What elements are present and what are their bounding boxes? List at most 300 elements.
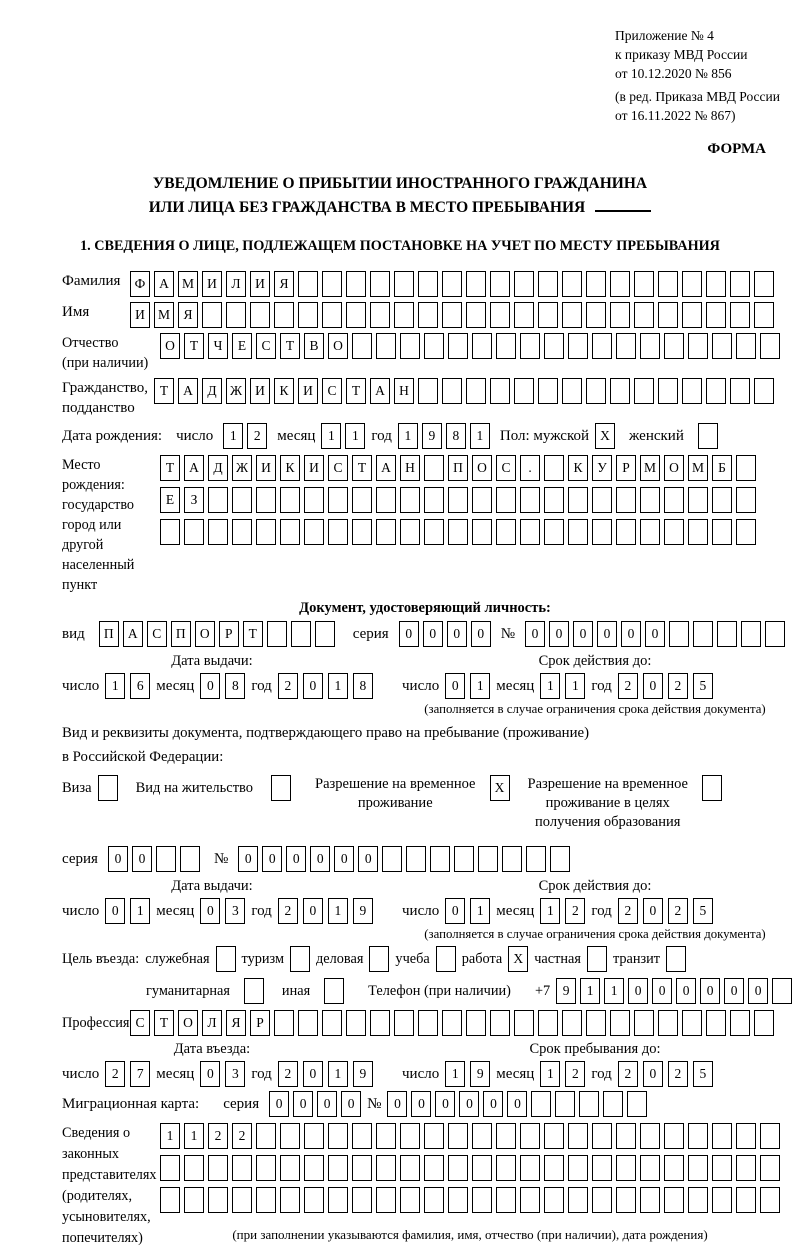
char-cell[interactable] (616, 519, 636, 545)
migration-number-cells[interactable] (387, 1091, 647, 1117)
char-cell[interactable] (658, 271, 678, 297)
char-cell[interactable]: С (256, 333, 276, 359)
char-cell[interactable] (514, 1010, 534, 1036)
char-cell[interactable] (232, 487, 252, 513)
surname-cells[interactable] (130, 271, 774, 297)
char-cell[interactable]: С (130, 1010, 150, 1036)
char-cell[interactable] (712, 487, 732, 513)
char-cell[interactable] (664, 1187, 684, 1213)
char-cell[interactable]: Н (394, 378, 414, 404)
char-cell[interactable] (424, 333, 444, 359)
char-cell[interactable] (706, 271, 726, 297)
char-cell[interactable] (304, 1155, 324, 1181)
char-cell[interactable]: 0 (200, 898, 220, 924)
doc-valid-day-cells[interactable] (445, 673, 490, 699)
char-cell[interactable] (610, 271, 630, 297)
char-cell[interactable] (274, 302, 294, 328)
char-cell[interactable] (280, 1155, 300, 1181)
migration-series-cells[interactable] (269, 1091, 361, 1117)
char-cell[interactable] (754, 378, 774, 404)
char-cell[interactable] (754, 302, 774, 328)
temp-residence-checkbox[interactable]: X (490, 775, 510, 801)
char-cell[interactable] (688, 1123, 708, 1149)
char-cell[interactable] (208, 1155, 228, 1181)
doc-number-cells[interactable] (525, 621, 785, 647)
char-cell[interactable] (640, 1123, 660, 1149)
char-cell[interactable] (352, 1187, 372, 1213)
char-cell[interactable]: 0 (700, 978, 720, 1004)
char-cell[interactable]: 0 (334, 846, 354, 872)
char-cell[interactable]: 2 (247, 423, 267, 449)
char-cell[interactable] (322, 1010, 342, 1036)
char-cell[interactable] (520, 333, 540, 359)
char-cell[interactable] (627, 1091, 647, 1117)
char-cell[interactable]: 1 (223, 423, 243, 449)
char-cell[interactable] (304, 1187, 324, 1213)
char-cell[interactable]: О (178, 1010, 198, 1036)
given-name-cells[interactable] (130, 302, 774, 328)
char-cell[interactable]: Т (280, 333, 300, 359)
char-cell[interactable]: С (328, 455, 348, 481)
char-cell[interactable]: А (370, 378, 390, 404)
char-cell[interactable] (736, 519, 756, 545)
char-cell[interactable]: А (184, 455, 204, 481)
char-cell[interactable]: Р (616, 455, 636, 481)
residence-issue-day-cells[interactable] (105, 898, 150, 924)
char-cell[interactable]: 0 (447, 621, 467, 647)
char-cell[interactable] (664, 487, 684, 513)
char-cell[interactable]: И (250, 378, 270, 404)
char-cell[interactable] (424, 487, 444, 513)
char-cell[interactable] (603, 1091, 623, 1117)
char-cell[interactable] (352, 1123, 372, 1149)
char-cell[interactable] (610, 1010, 630, 1036)
char-cell[interactable] (712, 1155, 732, 1181)
char-cell[interactable]: 1 (470, 673, 490, 699)
char-cell[interactable] (280, 487, 300, 513)
char-cell[interactable] (208, 519, 228, 545)
residence-valid-year-cells[interactable] (618, 898, 713, 924)
char-cell[interactable]: М (178, 271, 198, 297)
char-cell[interactable] (717, 621, 737, 647)
char-cell[interactable] (568, 1187, 588, 1213)
char-cell[interactable]: Е (232, 333, 252, 359)
char-cell[interactable]: К (280, 455, 300, 481)
char-cell[interactable] (352, 519, 372, 545)
char-cell[interactable] (688, 1187, 708, 1213)
char-cell[interactable] (448, 1187, 468, 1213)
char-cell[interactable] (634, 378, 654, 404)
entry-day-cells[interactable] (105, 1061, 150, 1087)
char-cell[interactable] (544, 1187, 564, 1213)
char-cell[interactable]: Е (160, 487, 180, 513)
char-cell[interactable]: Я (226, 1010, 246, 1036)
char-cell[interactable] (400, 519, 420, 545)
char-cell[interactable]: С (147, 621, 167, 647)
char-cell[interactable] (730, 378, 750, 404)
char-cell[interactable]: 2 (232, 1123, 252, 1149)
char-cell[interactable] (706, 1010, 726, 1036)
char-cell[interactable] (579, 1091, 599, 1117)
char-cell[interactable]: И (202, 271, 222, 297)
char-cell[interactable] (472, 519, 492, 545)
temp-residence-education-checkbox[interactable] (702, 775, 722, 801)
char-cell[interactable] (400, 1187, 420, 1213)
char-cell[interactable] (160, 1155, 180, 1181)
char-cell[interactable] (400, 333, 420, 359)
char-cell[interactable]: 2 (278, 898, 298, 924)
char-cell[interactable] (424, 519, 444, 545)
char-cell[interactable]: П (99, 621, 119, 647)
char-cell[interactable] (315, 621, 335, 647)
char-cell[interactable] (616, 487, 636, 513)
stay-year-cells[interactable] (618, 1061, 713, 1087)
char-cell[interactable] (712, 519, 732, 545)
char-cell[interactable] (226, 302, 246, 328)
doc-valid-month-cells[interactable] (540, 673, 585, 699)
char-cell[interactable]: 1 (604, 978, 624, 1004)
doc-issue-month-cells[interactable] (200, 673, 245, 699)
char-cell[interactable]: 9 (470, 1061, 490, 1087)
char-cell[interactable]: 2 (668, 898, 688, 924)
char-cell[interactable]: 9 (556, 978, 576, 1004)
char-cell[interactable]: Т (346, 378, 366, 404)
char-cell[interactable] (586, 378, 606, 404)
char-cell[interactable]: Ж (232, 455, 252, 481)
char-cell[interactable] (376, 487, 396, 513)
char-cell[interactable]: 0 (445, 898, 465, 924)
char-cell[interactable] (466, 1010, 486, 1036)
char-cell[interactable] (682, 1010, 702, 1036)
char-cell[interactable] (256, 1187, 276, 1213)
char-cell[interactable] (496, 519, 516, 545)
char-cell[interactable]: М (640, 455, 660, 481)
char-cell[interactable] (514, 378, 534, 404)
char-cell[interactable]: П (171, 621, 191, 647)
char-cell[interactable]: А (123, 621, 143, 647)
char-cell[interactable]: 0 (724, 978, 744, 1004)
char-cell[interactable] (400, 487, 420, 513)
char-cell[interactable] (736, 333, 756, 359)
char-cell[interactable] (712, 1123, 732, 1149)
char-cell[interactable]: 0 (573, 621, 593, 647)
char-cell[interactable]: И (130, 302, 150, 328)
char-cell[interactable] (772, 978, 792, 1004)
char-cell[interactable] (592, 333, 612, 359)
char-cell[interactable] (760, 1155, 780, 1181)
char-cell[interactable]: 0 (507, 1091, 527, 1117)
char-cell[interactable]: 1 (445, 1061, 465, 1087)
char-cell[interactable] (658, 1010, 678, 1036)
phone-cells[interactable] (556, 978, 792, 1004)
purpose-study-checkbox[interactable] (436, 946, 456, 972)
char-cell[interactable]: 2 (278, 673, 298, 699)
char-cell[interactable] (555, 1091, 575, 1117)
char-cell[interactable]: 0 (262, 846, 282, 872)
entry-year-cells[interactable] (278, 1061, 373, 1087)
char-cell[interactable]: 0 (459, 1091, 479, 1117)
char-cell[interactable]: 0 (303, 898, 323, 924)
char-cell[interactable] (502, 846, 522, 872)
char-cell[interactable] (346, 1010, 366, 1036)
doc-issue-year-cells[interactable] (278, 673, 373, 699)
char-cell[interactable]: 0 (105, 898, 125, 924)
char-cell[interactable] (472, 487, 492, 513)
char-cell[interactable] (424, 1187, 444, 1213)
char-cell[interactable] (280, 519, 300, 545)
char-cell[interactable]: Т (160, 455, 180, 481)
char-cell[interactable] (634, 302, 654, 328)
char-cell[interactable]: 0 (435, 1091, 455, 1117)
char-cell[interactable] (472, 333, 492, 359)
char-cell[interactable] (664, 333, 684, 359)
char-cell[interactable]: 0 (652, 978, 672, 1004)
char-cell[interactable]: 0 (238, 846, 258, 872)
char-cell[interactable]: 0 (310, 846, 330, 872)
char-cell[interactable]: 0 (628, 978, 648, 1004)
char-cell[interactable] (736, 455, 756, 481)
char-cell[interactable]: 0 (303, 1061, 323, 1087)
char-cell[interactable] (496, 1187, 516, 1213)
char-cell[interactable] (730, 302, 750, 328)
char-cell[interactable] (531, 1091, 551, 1117)
char-cell[interactable]: Н (400, 455, 420, 481)
birth-month-cells[interactable] (321, 423, 365, 449)
char-cell[interactable]: С (496, 455, 516, 481)
char-cell[interactable] (490, 1010, 510, 1036)
char-cell[interactable] (328, 487, 348, 513)
char-cell[interactable]: Ф (130, 271, 150, 297)
char-cell[interactable] (544, 1123, 564, 1149)
char-cell[interactable] (180, 846, 200, 872)
char-cell[interactable] (568, 487, 588, 513)
char-cell[interactable] (328, 1155, 348, 1181)
char-cell[interactable]: О (195, 621, 215, 647)
char-cell[interactable] (586, 271, 606, 297)
char-cell[interactable]: 2 (278, 1061, 298, 1087)
char-cell[interactable] (520, 1187, 540, 1213)
char-cell[interactable] (640, 1155, 660, 1181)
char-cell[interactable]: Т (243, 621, 263, 647)
char-cell[interactable] (538, 1010, 558, 1036)
char-cell[interactable] (346, 302, 366, 328)
char-cell[interactable] (520, 1123, 540, 1149)
char-cell[interactable] (418, 1010, 438, 1036)
char-cell[interactable] (664, 1155, 684, 1181)
char-cell[interactable] (256, 1123, 276, 1149)
birth-place-row-1[interactable] (160, 455, 756, 481)
char-cell[interactable] (232, 519, 252, 545)
char-cell[interactable]: И (298, 378, 318, 404)
doc-issue-day-cells[interactable] (105, 673, 150, 699)
char-cell[interactable] (526, 846, 546, 872)
char-cell[interactable]: 0 (445, 673, 465, 699)
char-cell[interactable] (304, 519, 324, 545)
char-cell[interactable] (472, 1187, 492, 1213)
char-cell[interactable] (592, 519, 612, 545)
char-cell[interactable] (550, 846, 570, 872)
char-cell[interactable] (328, 1187, 348, 1213)
char-cell[interactable]: И (304, 455, 324, 481)
char-cell[interactable] (304, 487, 324, 513)
char-cell[interactable] (352, 487, 372, 513)
char-cell[interactable]: 0 (525, 621, 545, 647)
char-cell[interactable]: Т (184, 333, 204, 359)
char-cell[interactable]: И (256, 455, 276, 481)
char-cell[interactable] (568, 519, 588, 545)
char-cell[interactable]: 1 (160, 1123, 180, 1149)
char-cell[interactable] (544, 455, 564, 481)
female-checkbox[interactable] (698, 423, 718, 449)
char-cell[interactable] (520, 519, 540, 545)
char-cell[interactable] (376, 1187, 396, 1213)
char-cell[interactable] (156, 846, 176, 872)
char-cell[interactable] (640, 487, 660, 513)
char-cell[interactable]: 1 (540, 673, 560, 699)
char-cell[interactable]: О (160, 333, 180, 359)
char-cell[interactable] (232, 1155, 252, 1181)
char-cell[interactable] (688, 1155, 708, 1181)
char-cell[interactable] (562, 378, 582, 404)
char-cell[interactable]: А (178, 378, 198, 404)
residence-valid-day-cells[interactable] (445, 898, 490, 924)
char-cell[interactable] (693, 621, 713, 647)
char-cell[interactable] (448, 519, 468, 545)
legal-reps-row-1[interactable] (160, 1123, 780, 1149)
char-cell[interactable]: 1 (470, 898, 490, 924)
char-cell[interactable] (706, 378, 726, 404)
char-cell[interactable] (400, 1123, 420, 1149)
char-cell[interactable] (424, 1123, 444, 1149)
char-cell[interactable] (664, 519, 684, 545)
char-cell[interactable]: З (184, 487, 204, 513)
char-cell[interactable]: 1 (321, 423, 341, 449)
char-cell[interactable]: Д (208, 455, 228, 481)
char-cell[interactable]: 9 (422, 423, 442, 449)
char-cell[interactable] (352, 1155, 372, 1181)
residence-number-cells[interactable] (238, 846, 570, 872)
legal-reps-row-3[interactable] (160, 1187, 780, 1213)
birth-place-row-3[interactable] (160, 519, 756, 545)
char-cell[interactable]: 0 (108, 846, 128, 872)
char-cell[interactable] (640, 519, 660, 545)
char-cell[interactable] (472, 1123, 492, 1149)
char-cell[interactable]: 7 (130, 1061, 150, 1087)
char-cell[interactable] (370, 271, 390, 297)
doc-kind-cells[interactable] (99, 621, 335, 647)
char-cell[interactable] (394, 271, 414, 297)
char-cell[interactable]: 0 (387, 1091, 407, 1117)
char-cell[interactable]: 0 (269, 1091, 289, 1117)
residence-issue-month-cells[interactable] (200, 898, 245, 924)
char-cell[interactable] (496, 1123, 516, 1149)
doc-valid-year-cells[interactable] (618, 673, 713, 699)
char-cell[interactable] (730, 271, 750, 297)
purpose-private-checkbox[interactable] (587, 946, 607, 972)
stay-month-cells[interactable] (540, 1061, 585, 1087)
char-cell[interactable]: Р (219, 621, 239, 647)
char-cell[interactable] (634, 1010, 654, 1036)
char-cell[interactable] (688, 333, 708, 359)
char-cell[interactable]: 0 (317, 1091, 337, 1117)
char-cell[interactable] (418, 271, 438, 297)
char-cell[interactable] (592, 1123, 612, 1149)
char-cell[interactable] (184, 1187, 204, 1213)
char-cell[interactable] (544, 333, 564, 359)
char-cell[interactable] (538, 302, 558, 328)
char-cell[interactable] (472, 1155, 492, 1181)
char-cell[interactable] (478, 846, 498, 872)
char-cell[interactable]: 1 (328, 898, 348, 924)
char-cell[interactable]: М (688, 455, 708, 481)
residence-valid-month-cells[interactable] (540, 898, 585, 924)
char-cell[interactable] (538, 378, 558, 404)
char-cell[interactable]: 0 (358, 846, 378, 872)
char-cell[interactable]: 5 (693, 1061, 713, 1087)
char-cell[interactable] (496, 1155, 516, 1181)
char-cell[interactable]: В (304, 333, 324, 359)
char-cell[interactable] (640, 1187, 660, 1213)
char-cell[interactable] (562, 1010, 582, 1036)
char-cell[interactable] (514, 302, 534, 328)
char-cell[interactable]: Р (250, 1010, 270, 1036)
char-cell[interactable] (736, 1123, 756, 1149)
purpose-other-checkbox[interactable] (324, 978, 344, 1004)
char-cell[interactable] (370, 302, 390, 328)
purpose-business-checkbox[interactable] (369, 946, 389, 972)
char-cell[interactable]: 1 (398, 423, 418, 449)
char-cell[interactable]: 0 (200, 673, 220, 699)
char-cell[interactable] (490, 302, 510, 328)
char-cell[interactable] (406, 846, 426, 872)
char-cell[interactable]: У (592, 455, 612, 481)
char-cell[interactable]: 2 (565, 1061, 585, 1087)
char-cell[interactable] (466, 378, 486, 404)
purpose-transit-checkbox[interactable] (666, 946, 686, 972)
purpose-humanitarian-checkbox[interactable] (244, 978, 264, 1004)
char-cell[interactable] (376, 1123, 396, 1149)
char-cell[interactable] (538, 271, 558, 297)
char-cell[interactable]: 0 (645, 621, 665, 647)
char-cell[interactable] (328, 1123, 348, 1149)
char-cell[interactable]: 0 (621, 621, 641, 647)
char-cell[interactable] (322, 302, 342, 328)
char-cell[interactable]: Т (154, 1010, 174, 1036)
char-cell[interactable] (496, 333, 516, 359)
char-cell[interactable] (544, 487, 564, 513)
purpose-official-checkbox[interactable] (216, 946, 236, 972)
char-cell[interactable]: А (376, 455, 396, 481)
char-cell[interactable]: А (154, 271, 174, 297)
char-cell[interactable] (274, 1010, 294, 1036)
char-cell[interactable] (490, 378, 510, 404)
char-cell[interactable] (424, 1155, 444, 1181)
char-cell[interactable] (754, 271, 774, 297)
char-cell[interactable]: 2 (668, 673, 688, 699)
char-cell[interactable]: 1 (470, 423, 490, 449)
char-cell[interactable] (466, 271, 486, 297)
char-cell[interactable] (658, 378, 678, 404)
char-cell[interactable]: О (664, 455, 684, 481)
char-cell[interactable] (496, 487, 516, 513)
char-cell[interactable] (448, 487, 468, 513)
char-cell[interactable] (250, 302, 270, 328)
char-cell[interactable] (610, 378, 630, 404)
purpose-tourism-checkbox[interactable] (290, 946, 310, 972)
char-cell[interactable]: Л (226, 271, 246, 297)
char-cell[interactable]: 1 (328, 673, 348, 699)
entry-month-cells[interactable] (200, 1061, 245, 1087)
